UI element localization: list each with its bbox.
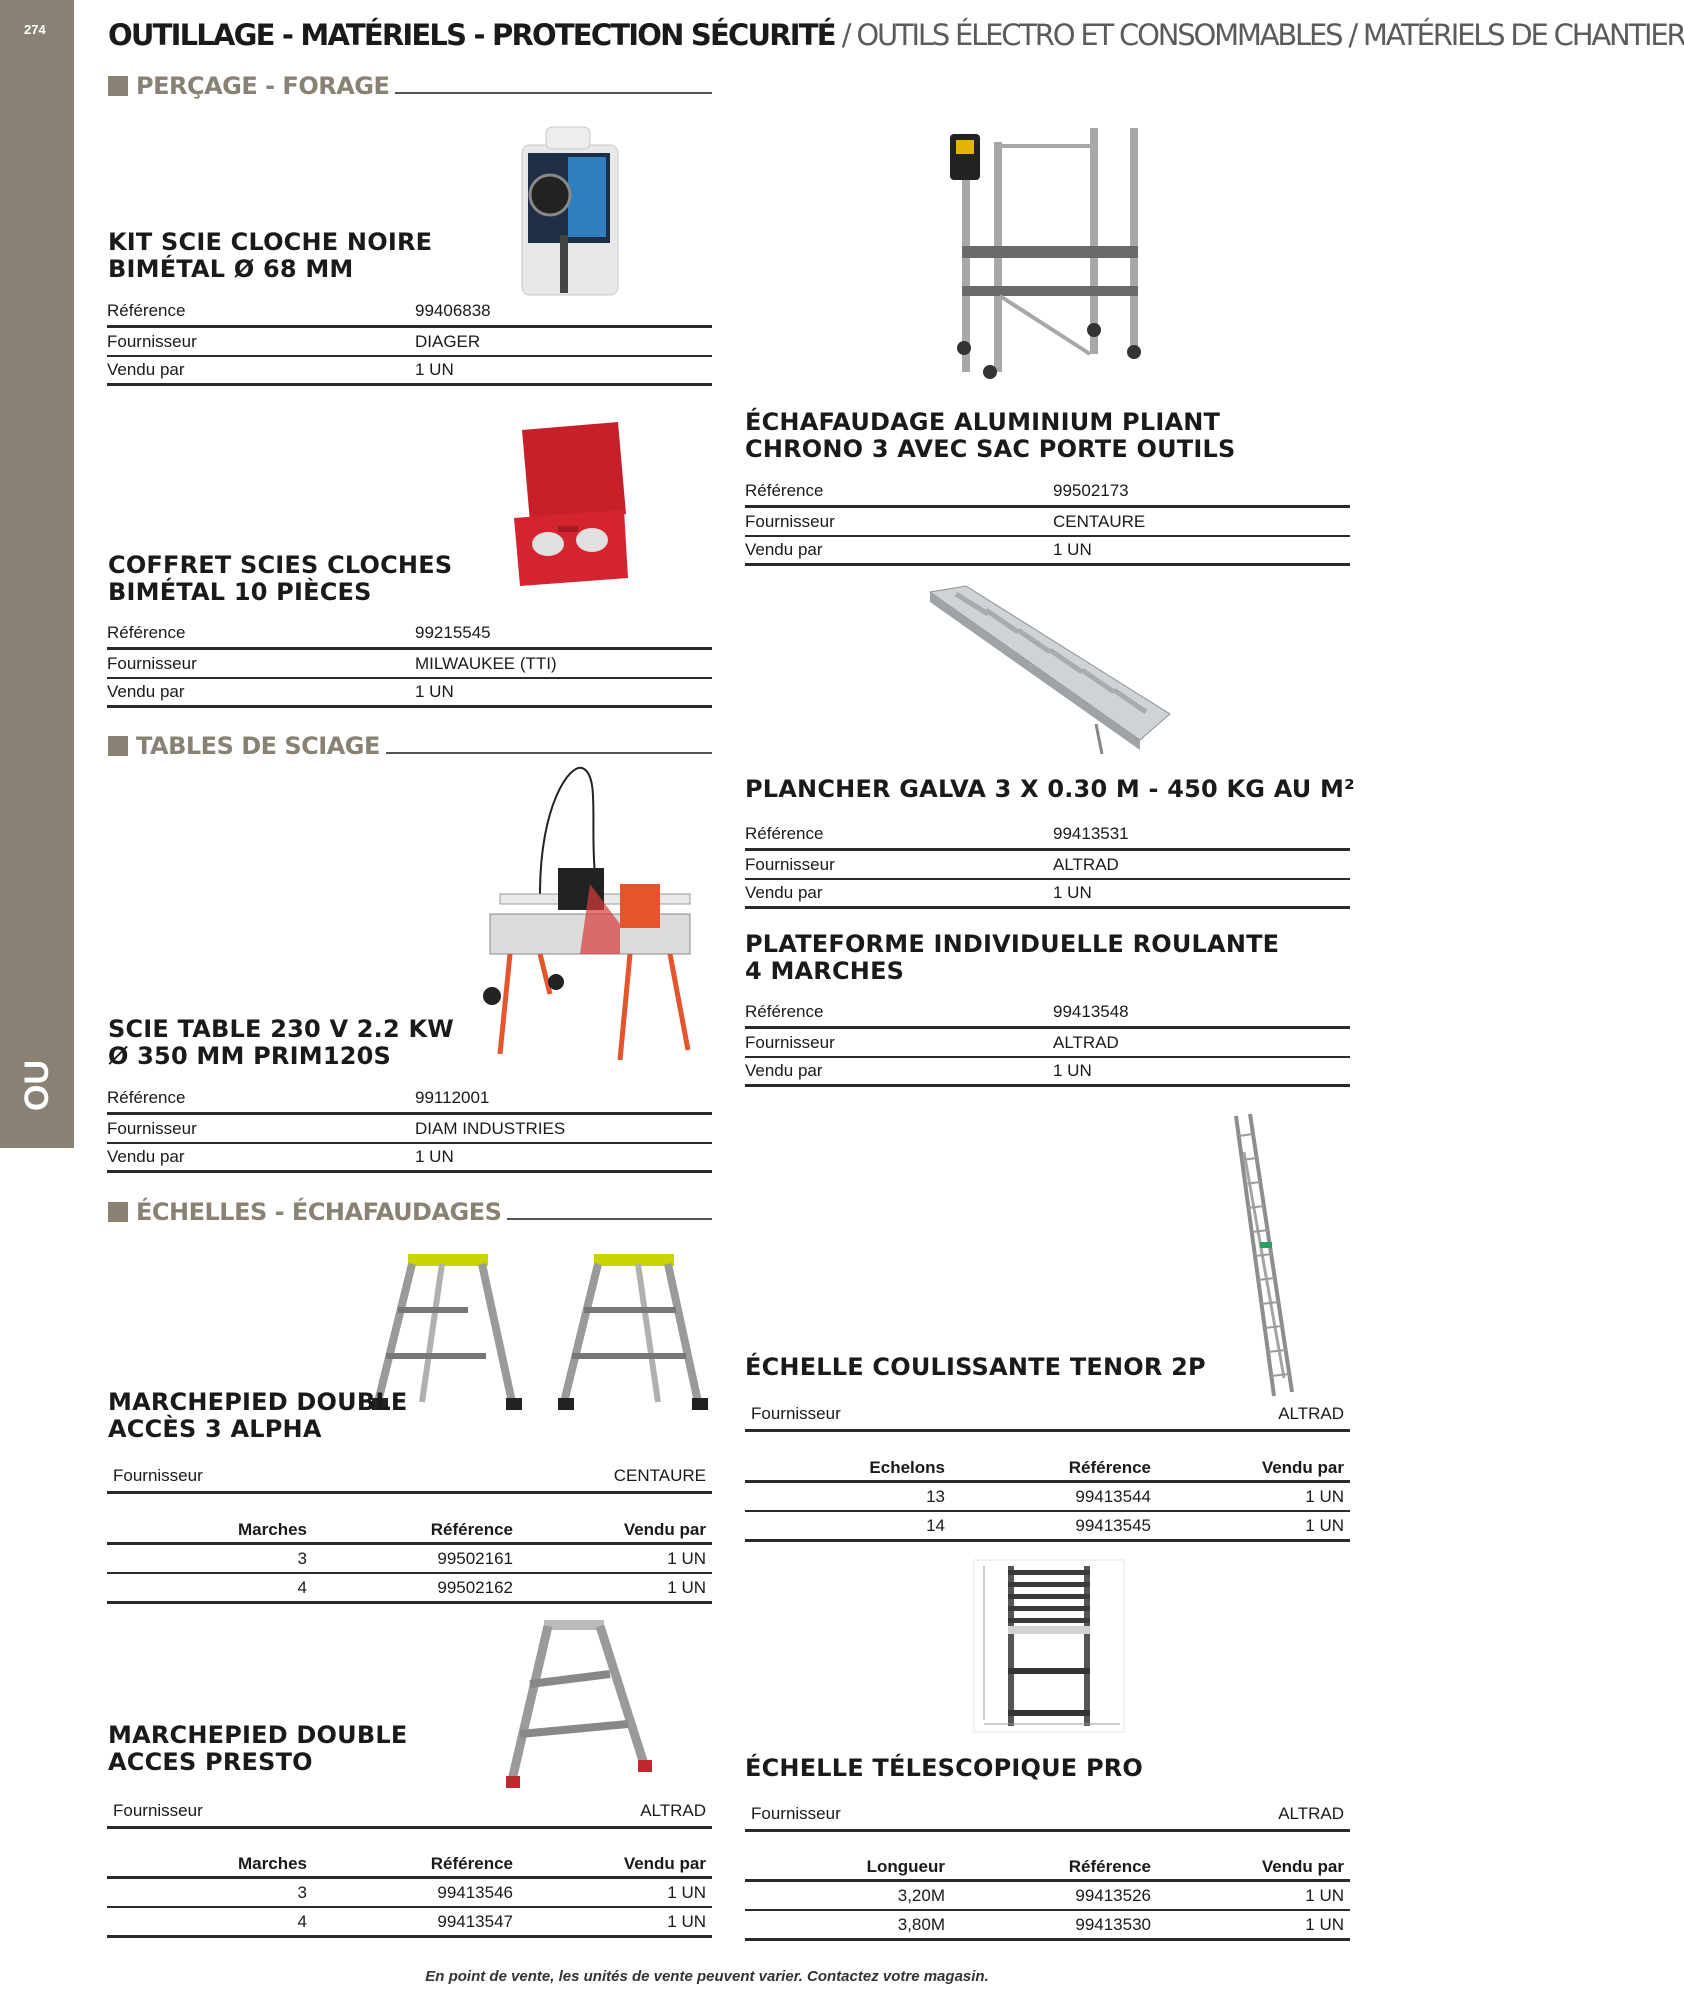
table-row: 3 99502161 1 UN	[107, 1544, 712, 1574]
supplier-value: DIAGER	[415, 331, 481, 351]
product-image-echelle-coulissante	[1230, 1112, 1310, 1402]
sold-by-value: 1 UN	[415, 360, 454, 379]
spec-table-scie-table: Référence 99112001 Fournisseur DIAM INDUSTRIES Vendu par 1 UN	[107, 1084, 712, 1173]
product-title-kit-scie: KIT SCIE CLOCHE NOIRE BIMÉTAL Ø 68 MM	[108, 228, 433, 283]
supplier-value: ALTRAD	[1278, 1803, 1344, 1823]
variant-table-echelle-coulissante: Echelons Référence Vendu par 13 99413544 1 UN 14 99413545 1 UN	[745, 1444, 1350, 1542]
reference-value: 99215545	[415, 623, 491, 642]
section-rule	[386, 752, 712, 754]
product-title-echelle-telescopique: ÉCHELLE TÉLESCOPIQUE PRO	[745, 1754, 1144, 1782]
spec-table-plancher: Référence 99413531 Fournisseur ALTRAD Vendu par 1 UN	[745, 820, 1350, 909]
table-row: 4 99413547 1 UN	[107, 1907, 712, 1937]
section-title: PERÇAGE - FORAGE	[136, 72, 390, 100]
product-title-echafaudage: ÉCHAFAUDAGE ALUMINIUM PLIANT CHRONO 3 AVEC SAC PORTE OUTILS	[745, 408, 1236, 463]
product-image-marchepied-presto	[494, 1614, 664, 1794]
section-percage	[108, 72, 712, 100]
reference-value: 99406838	[415, 301, 491, 320]
supplier-value: ALTRAD	[640, 1800, 706, 1820]
supplier-value: ALTRAD	[1053, 854, 1119, 874]
section-tab-label: OU	[17, 1059, 56, 1111]
product-title-plateforme: PLATEFORME INDIVIDUELLE ROULANTE 4 MARCHES	[745, 930, 1280, 985]
variant-table-marchepied-presto: Marches Référence Vendu par 3 99413546 1 UN 4 99413547 1 UN	[107, 1840, 712, 1938]
supplier-value: CENTAURE	[1053, 511, 1146, 531]
footnote: En point de vente, les unités de vente peuvent varier. Contactez votre magasin.	[425, 1968, 989, 1985]
table-row: 13 99413544 1 UN	[745, 1482, 1350, 1512]
product-title-marchepied-alpha: MARCHEPIED DOUBLE ACCÈS 3 ALPHA	[108, 1388, 408, 1443]
header-sub: / OUTILS ÉLECTRO ET CONSOMMABLES / MATÉRIELS DE CHANTIER	[834, 18, 1684, 52]
product-title-marchepied-presto: MARCHEPIED DOUBLE ACCES PRESTO	[108, 1721, 408, 1776]
page-number: 274	[24, 22, 46, 37]
product-title-coffret: COFFRET SCIES CLOCHES BIMÉTAL 10 PIÈCES	[108, 551, 453, 606]
product-image-scie-table	[470, 764, 710, 1074]
section-sciage	[108, 732, 712, 760]
supplier-row-marchepied-presto: Fournisseur ALTRAD	[107, 1795, 712, 1829]
supplier-row-echelle-coulissante: Fournisseur ALTRAD	[745, 1398, 1350, 1432]
supplier-value: CENTAURE	[613, 1465, 706, 1485]
section-rule	[507, 1218, 712, 1220]
supplier-value: ALTRAD	[1278, 1403, 1344, 1423]
sold-by-value: 1 UN	[415, 1147, 454, 1166]
reference-value: 99112001	[415, 1088, 490, 1107]
reference-value: 99413548	[1053, 1002, 1129, 1021]
variant-table-marchepied-alpha: Marches Référence Vendu par 3 99502161 1 UN 4 99502162 1 UN	[107, 1506, 712, 1604]
product-image-coffret	[508, 418, 630, 590]
side-band	[0, 0, 74, 1148]
header-main: OUTILLAGE - MATÉRIELS - PROTECTION SÉCURITÉ	[108, 18, 835, 52]
table-row: 3 99413546 1 UN	[107, 1878, 712, 1908]
sold-by-value: 1 UN	[1053, 540, 1092, 559]
product-image-echelle-telescopique	[974, 1560, 1124, 1732]
section-tab[interactable]	[0, 1050, 74, 1120]
supplier-value: ALTRAD	[1053, 1032, 1119, 1052]
table-row: 14 99413545 1 UN	[745, 1511, 1350, 1541]
table-row: 3,80M 99413530 1 UN	[745, 1910, 1350, 1940]
product-image-marchepied-alpha	[372, 1252, 712, 1422]
sold-by-value: 1 UN	[1053, 1061, 1092, 1080]
section-marker	[108, 736, 128, 756]
spec-table-coffret: Référence 99215545 Fournisseur MILWAUKEE (TTI) Vendu par 1 UN	[107, 619, 712, 708]
reference-value: 99502173	[1053, 481, 1129, 500]
table-row: 3,20M 99413526 1 UN	[745, 1881, 1350, 1911]
supplier-row-marchepied-alpha: Fournisseur CENTAURE	[107, 1460, 712, 1494]
table-row: 4 99502162 1 UN	[107, 1573, 712, 1603]
section-marker	[108, 1202, 128, 1222]
supplier-value: DIAM INDUSTRIES	[415, 1118, 566, 1138]
product-title-echelle-coulissante: ÉCHELLE COULISSANTE TENOR 2P	[745, 1353, 1206, 1381]
product-title-plancher: PLANCHER GALVA 3 X 0.30 M - 450 KG AU M²	[745, 775, 1355, 803]
sold-by-value: 1 UN	[1053, 883, 1092, 902]
spec-table-kit-scie: Référence 99406838 Fournisseur DIAGER Vendu par 1 UN	[107, 297, 712, 386]
product-title-scie-table: SCIE TABLE 230 V 2.2 KW Ø 350 MM PRIM120S	[108, 1015, 454, 1070]
section-title: TABLES DE SCIAGE	[136, 732, 380, 760]
reference-value: 99413531	[1053, 824, 1129, 843]
spec-table-plateforme: Référence 99413548 Fournisseur ALTRAD Vendu par 1 UN	[745, 998, 1350, 1087]
section-rule	[395, 92, 712, 94]
variant-table-echelle-telescopique: Longueur Référence Vendu par 3,20M 99413526 1 UN 3,80M 99413530 1 UN	[745, 1843, 1350, 1941]
supplier-row-echelle-telescopique: Fournisseur ALTRAD	[745, 1798, 1350, 1832]
section-marker	[108, 76, 128, 96]
section-title: ÉCHELLES - ÉCHAFAUDAGES	[136, 1198, 502, 1226]
page-header	[108, 18, 1684, 52]
section-echelles	[108, 1198, 712, 1226]
supplier-value: MILWAUKEE (TTI)	[415, 653, 557, 673]
product-image-kit-scie	[520, 125, 620, 297]
sold-by-value: 1 UN	[415, 682, 454, 701]
spec-table-echafaudage: Référence 99502173 Fournisseur CENTAURE Vendu par 1 UN	[745, 477, 1350, 566]
product-image-plancher	[926, 584, 1172, 756]
product-image-echafaudage	[950, 126, 1150, 382]
